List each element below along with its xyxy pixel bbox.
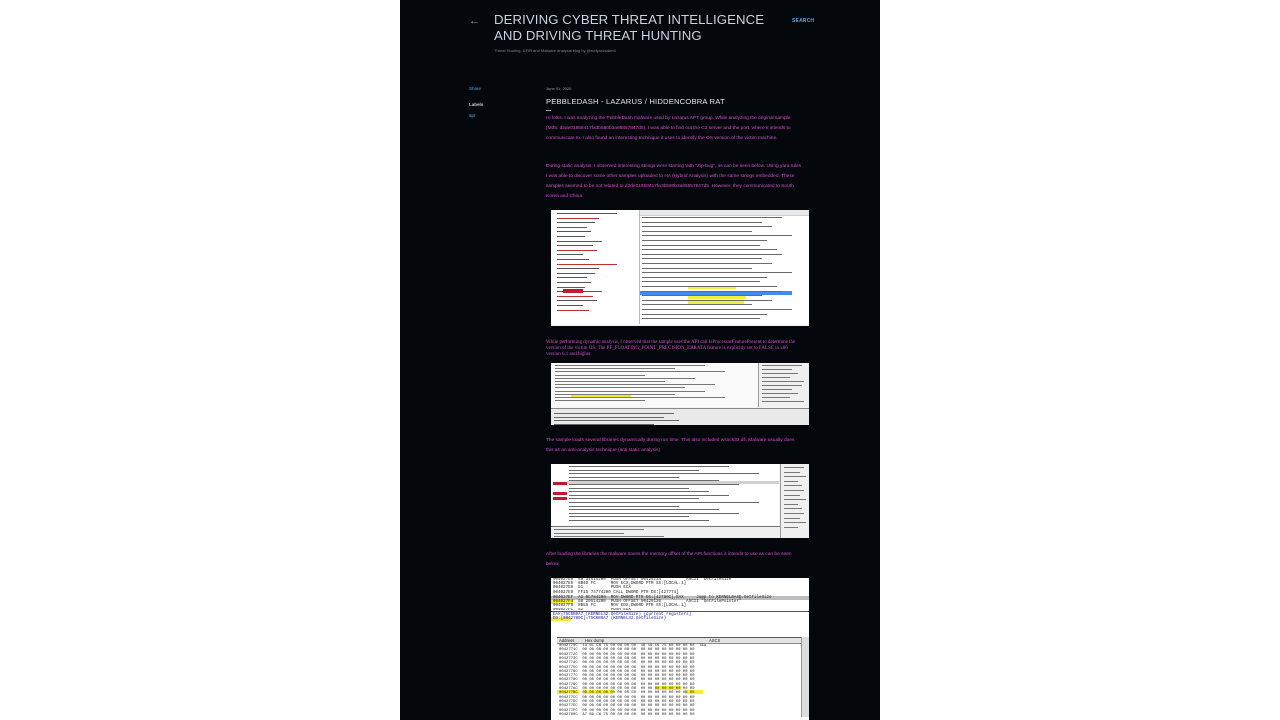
scrollbar[interactable] xyxy=(801,637,809,717)
text-line xyxy=(569,477,679,478)
text-line xyxy=(642,272,792,273)
text-line xyxy=(557,296,593,297)
blog-tagline: Threat Hunting, DFIR and Malware analysis blog by @rudyarosalledi xyxy=(494,48,616,53)
column-header-address: Address xyxy=(559,638,575,643)
text-line xyxy=(642,300,772,301)
registers-pane xyxy=(780,464,809,538)
register-info-pane xyxy=(551,611,809,638)
share-button[interactable]: Share xyxy=(469,86,482,91)
text-line xyxy=(557,222,595,223)
text-line xyxy=(557,277,587,278)
text-line xyxy=(569,506,679,507)
hex-dump-pane xyxy=(557,637,809,718)
text-line xyxy=(784,490,804,491)
text-line xyxy=(784,522,806,523)
hex-dump-row: 0042772C 00 00 00 00 00 00 00 00 00 00 00 00 00 00 00 00 xyxy=(559,652,695,657)
text-line xyxy=(569,470,699,471)
text-line xyxy=(569,498,699,499)
text-line xyxy=(784,518,800,519)
text-line xyxy=(555,368,675,369)
text-line xyxy=(554,529,644,530)
strings-analysis-screenshot[interactable] xyxy=(551,210,809,326)
text-line xyxy=(555,375,645,376)
text-line xyxy=(569,513,739,514)
hex-dump-row: 004277EC 00 00 00 00 00 00 00 00 00 00 00 00 00 00 00 00 xyxy=(559,704,695,709)
text-line xyxy=(557,305,583,306)
text-line xyxy=(762,369,792,370)
text-line xyxy=(642,240,767,241)
text-line xyxy=(784,476,806,477)
text-line xyxy=(642,226,772,227)
code-line: 004027F4 68 20514200 PUSH OFFSET 00425120 ASCII "GetFilePointer" xyxy=(553,600,742,604)
text-line xyxy=(554,536,664,537)
text-line xyxy=(569,488,689,489)
text-line xyxy=(555,394,675,395)
post-paragraph: After loading the libraries the malware saves the memory offset of the API functions it intends to use as can be seen below. xyxy=(546,552,792,567)
text-line xyxy=(642,245,760,246)
hex-dump-row: 004277AC 00 00 00 00 00 00 00 00 00 00 00 00 00 00 00 00 xyxy=(559,687,695,691)
text-line xyxy=(762,385,802,386)
text-line xyxy=(784,467,804,468)
text-line xyxy=(557,310,589,311)
text-line xyxy=(762,373,798,374)
text-line xyxy=(784,508,802,509)
text-line xyxy=(569,509,719,510)
text-line xyxy=(762,381,804,382)
post-title: PEBBLEDASH - LAZARUS / HIDDENCOBRA RAT xyxy=(546,97,725,106)
code-line: 004027E0 68 34514200 PUSH OFFSET 00425134 ASCII "GetFileSize" xyxy=(553,578,734,582)
text-line xyxy=(557,245,593,246)
text-line xyxy=(784,495,800,496)
text-line xyxy=(642,249,777,250)
hex-dump-row: 0042774C 00 00 00 00 00 00 00 00 00 00 00 00 00 00 00 00 xyxy=(559,661,695,666)
post-date: June 01, 2020 xyxy=(546,86,572,91)
text-line xyxy=(557,236,585,237)
text-line xyxy=(642,318,760,319)
text-line xyxy=(642,258,762,259)
strings-table-pane xyxy=(640,210,809,324)
post-paragraph: The sample loads several libraries dynamically during run time. This also included wsock32.dll. Malware usually does this as an anti-analysis technique (anti static analysis) xyxy=(546,438,795,453)
hex-dump-row: 0042779C 00 00 00 00 00 00 00 00 00 00 00 00 00 00 00 00 xyxy=(559,682,695,687)
text-line xyxy=(557,250,597,251)
hex-dump-row: 0042776C 00 00 00 00 00 00 00 00 00 00 00 00 00 00 00 00 xyxy=(559,669,695,674)
text-line xyxy=(554,413,674,414)
hex-dump-row: 0042773C 00 00 00 00 00 00 00 00 00 00 00 00 00 00 00 00 xyxy=(559,656,695,661)
text-line xyxy=(557,259,589,260)
text-line xyxy=(557,300,597,301)
hex-dump-row: 0042777C 00 00 00 00 00 00 00 00 00 00 00 00 00 00 00 00 xyxy=(559,674,695,679)
text-line xyxy=(784,481,798,482)
text-line xyxy=(642,309,792,310)
text-line xyxy=(642,263,772,264)
text-line xyxy=(642,304,752,305)
text-line xyxy=(569,502,759,503)
text-line xyxy=(642,286,777,287)
text-line xyxy=(569,495,729,496)
memory-offset-screenshot[interactable] xyxy=(551,578,809,720)
hex-dump-row: 004277CC 00 00 00 00 00 00 00 00 00 00 00 00 00 00 00 00 xyxy=(559,695,695,700)
text-line xyxy=(784,472,800,473)
hex-dump-row: 004277BC 00 00 00 00 00 00 00 00 00 00 00 00 00 00 00 00 xyxy=(559,691,695,696)
post-paragraph: During static analysis, I observed interesting strings were starting with "Zip-bug", as can be seen below. Using yara rules I was able to discover some other samples uploaded to HA (Hybrid Analysis) with the same strings embedded. These samples seemed to be not related to d2de01858417fa3b580b3a95857847d5. However, they communicated to South Korea and China. xyxy=(546,164,802,199)
text-line xyxy=(569,466,729,467)
text-line xyxy=(569,516,689,517)
info-pane xyxy=(551,526,780,538)
register-line: DS:[0042780C]=75C6B9A7 (KERNEL32.GetFileSize) xyxy=(553,617,667,621)
text-line xyxy=(557,282,591,283)
table-header xyxy=(640,210,809,216)
text-line xyxy=(555,384,715,385)
breakpoint-marker xyxy=(553,492,567,495)
text-line xyxy=(557,273,595,274)
debugger-screenshot[interactable] xyxy=(551,363,809,425)
text-line xyxy=(642,314,767,315)
text-line xyxy=(557,227,587,228)
text-line xyxy=(555,387,685,388)
text-line xyxy=(642,254,782,255)
text-line xyxy=(642,291,782,292)
text-line xyxy=(557,291,602,292)
text-line xyxy=(784,513,804,514)
text-line xyxy=(642,222,762,223)
text-line xyxy=(554,533,624,534)
hex-dump-row: 004277DC 00 00 00 00 00 00 00 00 00 00 00 00 00 00 00 00 xyxy=(559,699,695,704)
file-tree-pane xyxy=(551,210,640,324)
code-line: 004027F9 8B55 FC MOV EDX,DWORD PTR SS:[LOCAL.1] xyxy=(553,604,687,608)
text-line xyxy=(642,277,767,278)
post-paragraph: While performing dynamic analysis, I observed that the sample uses the API call IsProcessorFeaturePresent to determine the version of the victim OS. The PF_FLOATING_POINT_PRECISION_ERRATA feature is explicitly set to FALSE in x86 version 6.1 and higher. xyxy=(546,340,796,357)
code-line: 004027EF A3 0C784200 MOV DWORD PTR DS:[42780C],EAX Jump to KERNELBASE.GetFileSize xyxy=(553,596,772,600)
text-line xyxy=(569,491,709,492)
text-line xyxy=(555,371,725,372)
label-link-apt[interactable]: apt xyxy=(469,113,476,118)
hex-dump-row: 0042771C 00 00 00 00 00 00 00 00 00 00 00 00 00 00 00 00 xyxy=(559,648,695,653)
text-line xyxy=(555,400,645,401)
hex-dump-row: 0042775C 00 00 00 00 00 00 00 00 00 00 00 00 00 00 00 00 xyxy=(559,665,695,670)
text-line xyxy=(762,397,790,398)
code-line: 004027E8 51 PUSH ECX xyxy=(553,586,631,590)
search-button[interactable]: SEARCH xyxy=(792,18,815,24)
labels-heading: Labels xyxy=(469,102,484,107)
text-line xyxy=(557,268,599,269)
text-line xyxy=(554,420,679,421)
text-line xyxy=(762,389,792,390)
hex-dump-row: 0042770C 13 6C C6 75 00 00 00 00 16 16 C6 75 00 00 00 00 l&u xyxy=(559,644,707,648)
text-line xyxy=(762,365,802,366)
text-line xyxy=(557,287,585,288)
text-line xyxy=(557,264,617,265)
breakpoint-marker xyxy=(553,497,567,500)
text-line xyxy=(557,218,599,219)
hex-dump-row: 004277FC 00 00 00 00 00 00 00 00 00 00 00 00 00 00 00 00 xyxy=(559,708,695,713)
text-line xyxy=(642,281,760,282)
column-header-hex: Hex dump xyxy=(585,638,605,643)
hex-dump-row: 0042780C A7 B9 C6 75 00 00 00 00 00 00 00 00 00 00 00 00 xyxy=(559,712,695,717)
disassembly-pane xyxy=(551,578,809,610)
registers-pane xyxy=(758,363,809,407)
text-line xyxy=(557,213,617,214)
text-line xyxy=(554,424,654,425)
text-line xyxy=(557,231,591,232)
code-line: 004027E5 8B4D FC MOV ECX,DWORD PTR SS:[LOCAL.1] xyxy=(553,582,687,586)
text-line xyxy=(762,377,790,378)
text-line xyxy=(784,499,806,500)
text-line xyxy=(555,365,705,366)
hex-dump-row: 0042778C 00 00 00 00 00 00 00 00 00 00 00 00 00 00 00 00 xyxy=(559,678,695,683)
text-line xyxy=(555,378,695,379)
text-line xyxy=(642,235,792,236)
text-line xyxy=(784,504,798,505)
text-line xyxy=(569,473,759,474)
post-paragraph: Hi folks. I was analyzing the PebbleDash malware used by Lazarus APT group. While analyzing the original sample (Md5: d2de01858417fa3b580b3a95857847d5), I was able to find out the C2 server and the port, where it intends to communicate to. I also found an interesting technique it uses to identify the OS version of the victim machine. xyxy=(546,116,791,141)
text-line xyxy=(569,520,709,521)
column-header-ascii: ASCII xyxy=(709,638,720,643)
text-line xyxy=(784,527,798,528)
dump-pane xyxy=(551,408,809,425)
text-line xyxy=(762,401,804,402)
register-line: EAX=75C6B9A7 (KERNEL32.GetFileSize) [current registers] xyxy=(553,613,692,617)
library-loading-screenshot[interactable] xyxy=(551,464,809,538)
text-line xyxy=(642,295,762,296)
text-line xyxy=(569,484,739,485)
arrow-left-icon[interactable]: ← xyxy=(469,15,480,27)
text-line xyxy=(555,381,665,382)
text-line xyxy=(784,485,802,486)
text-line xyxy=(557,254,583,255)
disassembly-pane xyxy=(551,464,779,525)
code-line: 004027FC 52 PUSH EDX xyxy=(553,608,631,610)
blog-title[interactable]: DERIVING CYBER THREAT INTELLIGENCE AND DRIVING THREAT HUNTING xyxy=(494,12,765,43)
text-line xyxy=(555,397,725,398)
code-line: 004027E9 FF15 74774200 CALL DWORD PTR DS:[427774] xyxy=(553,591,679,595)
title-divider xyxy=(546,110,551,111)
text-line xyxy=(642,217,782,218)
text-line xyxy=(569,480,719,481)
breakpoint-marker xyxy=(553,482,567,485)
highlighted-string xyxy=(688,296,746,299)
text-line xyxy=(642,231,752,232)
text-line xyxy=(555,391,705,392)
text-line xyxy=(557,241,602,242)
text-line xyxy=(762,393,798,394)
blog-page xyxy=(400,0,880,720)
text-line xyxy=(554,417,664,418)
text-line xyxy=(642,268,752,269)
